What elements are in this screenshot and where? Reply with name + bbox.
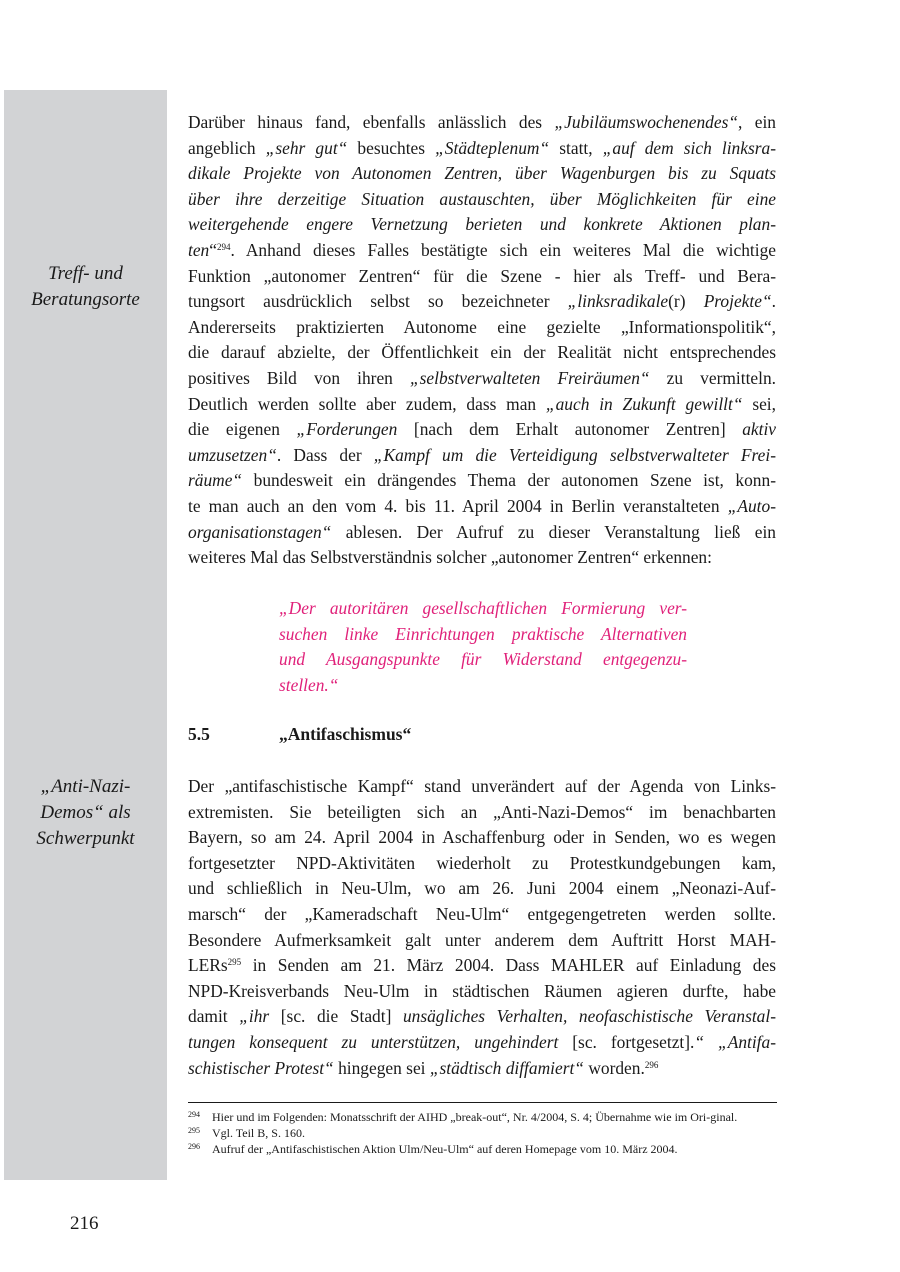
- footnote-ref: 294: [216, 241, 231, 252]
- quote-line: „Der autoritären gesellschaftlichen Formierung ver-: [279, 598, 687, 618]
- text-line: [188, 110, 776, 136]
- margin-note-line: Beratungsorte: [31, 289, 140, 310]
- text-run: [nach dem Erhalt autonomer Zentren]: [397, 419, 743, 440]
- text-run: statt,: [549, 137, 603, 158]
- text-run: NPD-Kreisverbands Neu-Ulm in städtischen Räumen agieren durfte, habe: [188, 980, 776, 1001]
- text-line: [188, 876, 776, 902]
- text-line: [188, 289, 776, 315]
- text-line: [188, 800, 776, 826]
- text-run: bundesweit ein drängendes Thema der autonomen Szene ist, konn-: [242, 470, 776, 491]
- text-run: „auch in Zukunft gewillt“: [545, 393, 743, 414]
- text-run: und schließlich in Neu-Ulm, wo am 26. Juni 2004 einem „Neonazi-Auf-: [188, 878, 776, 899]
- margin-note-line: „Anti-Nazi-: [40, 776, 131, 797]
- text-run: aktiv: [742, 419, 777, 440]
- footnote-text: Vgl. Teil B, S. 160.: [212, 1126, 305, 1140]
- text-run: „Jubiläumswochenendes“: [554, 112, 739, 132]
- text-run: in Senden am 21. März 2004. Dass MAHLER auf Einladung des: [241, 955, 776, 976]
- paragraph-antifascism: [188, 774, 776, 1081]
- text-line: [188, 366, 776, 392]
- text-run: “ „Antifa-: [694, 1031, 776, 1052]
- text-run: . Dass der: [276, 444, 374, 465]
- text-run: fortgesetzter NPD-Aktivitäten wiederholt zu Protestkundgebungen kam,: [188, 852, 776, 873]
- text-run: „ihr: [239, 1006, 270, 1027]
- text-run: (r): [668, 291, 704, 312]
- text-line: [188, 212, 776, 238]
- footnote-ref: 295: [227, 957, 242, 968]
- text-line: [188, 187, 776, 213]
- text-run: „Forderungen: [296, 419, 398, 440]
- text-line: [188, 238, 776, 264]
- text-run: positives Bild von ihren: [188, 367, 410, 388]
- text-run: tungsort ausdrücklich selbst so bezeichneter: [188, 291, 568, 312]
- footnote-number: 296: [188, 1142, 200, 1151]
- footnote: [188, 1109, 776, 1125]
- text-line: [188, 902, 776, 928]
- text-run: „sehr gut“: [265, 137, 348, 158]
- text-line: [188, 417, 776, 443]
- section-title: „Antifaschismus“: [279, 724, 412, 744]
- text-run: Bayern, so am 24. April 2004 in Aschaffenburg oder in Senden, wo es wegen: [188, 827, 776, 848]
- text-run: besuchtes: [347, 137, 436, 158]
- quote-line: und Ausgangspunkte für Widerstand entgegenzu-: [279, 649, 687, 670]
- margin-note-line: Treff- und: [48, 263, 123, 284]
- text-run: , ein: [738, 112, 776, 132]
- text-run: marsch“ der „Kameradschaft Neu-Ulm“ entgegengetreten werden sollte.: [188, 903, 776, 924]
- text-run: „selbstverwalteten Freiräumen“: [409, 367, 650, 388]
- text-line: [188, 979, 776, 1005]
- text-run: [sc. fortgesetzt].: [558, 1031, 695, 1052]
- footnote-number: 294: [188, 1110, 200, 1119]
- quote-line: stellen.“: [279, 674, 339, 695]
- text-line: [188, 1004, 776, 1030]
- text-run: „auf dem sich linksra-: [602, 137, 776, 158]
- text-line: [188, 545, 776, 571]
- footnote-rule: [188, 1102, 777, 1103]
- text-line: [188, 928, 776, 954]
- text-run: organisationstagen“: [188, 521, 332, 542]
- text-run: weiteres Mal das Selbstverständnis solcher „autonomer Zentren“ erkennen:: [188, 547, 712, 568]
- text-run: Projekte“: [703, 291, 772, 312]
- text-run: .: [771, 291, 776, 312]
- text-run: „linksradikale: [567, 291, 669, 312]
- text-run: tungen konsequent zu unterstützen, ungehindert: [188, 1031, 559, 1052]
- text-line: [188, 520, 776, 546]
- text-run: sei,: [742, 393, 776, 414]
- text-line: [188, 315, 776, 341]
- text-line: [188, 392, 776, 418]
- section-number: 5.5: [188, 724, 210, 744]
- text-run: LERs: [188, 955, 228, 976]
- text-line: [188, 494, 776, 520]
- text-run: Funktion „autonomer Zentren“ für die Szene - hier als Treff- und Bera-: [188, 265, 776, 286]
- text-run: ten: [188, 239, 210, 260]
- text-run: Besondere Aufmerksamkeit galt unter anderem dem Auftritt Horst MAH-: [188, 929, 776, 950]
- text-run: [sc. die Stadt]: [269, 1006, 403, 1027]
- footnote-text: Aufruf der „Antifaschistischen Aktion Ulm/Neu-Ulm“ auf deren Homepage vom 10. März 2004.: [212, 1142, 678, 1156]
- footnote-text: Hier und im Folgenden: Monatsschrift der AIHD „break-out“, Nr. 4/2004, S. 4; Übernahme wie im Ori-ginal.: [212, 1110, 738, 1124]
- text-run: „Städteplenum“: [435, 137, 550, 158]
- margin-note-line: Demos“ als: [40, 802, 131, 823]
- text-line: [188, 340, 776, 366]
- margin-sidebar: [4, 90, 167, 1180]
- text-run: hingegen sei: [333, 1057, 430, 1078]
- text-run: Darüber hinaus fand, ebenfalls anlässlich des: [188, 112, 555, 132]
- text-run: angeblich: [188, 137, 266, 158]
- footnotes: [188, 1109, 776, 1157]
- text-run: weitergehende engere Vernetzung berieten und konkrete Aktionen plan-: [188, 214, 776, 235]
- text-line: [188, 468, 776, 494]
- text-run: extremisten. Sie beteiligten sich an „Anti-Nazi-Demos“ im benachbarten: [188, 801, 776, 822]
- text-run: „Kampf um die Verteidigung selbstverwalteter Frei-: [373, 444, 776, 465]
- text-line: [188, 161, 776, 187]
- text-run: . Anhand dieses Falles bestätigte sich ein weiteres Mal die wichtige: [230, 239, 776, 260]
- text-run: „städtisch diffamiert“: [429, 1057, 584, 1078]
- text-run: „Auto-: [727, 495, 776, 516]
- footnote-ref: 296: [644, 1059, 659, 1070]
- margin-note-anti-nazi: [4, 774, 167, 852]
- block-quote: [279, 596, 687, 698]
- text-run: Der „antifaschistische Kampf“ stand unverändert auf der Agenda von Links-: [188, 776, 776, 796]
- text-line: [188, 264, 776, 290]
- text-line: [188, 953, 776, 979]
- quote-line: suchen linke Einrichtungen praktische Alternativen: [279, 623, 687, 644]
- page-number: 216: [70, 1213, 99, 1234]
- text-run: ablesen. Der Aufruf zu dieser Veranstaltung ließ ein: [331, 521, 776, 542]
- text-run: damit: [188, 1006, 240, 1027]
- text-line: [188, 774, 776, 800]
- text-run: umzusetzen“: [188, 444, 277, 465]
- text-run: worden.: [583, 1057, 645, 1078]
- text-run: räume“: [188, 470, 243, 491]
- text-run: dikale Projekte von Autonomen Zentren, über Wagenburgen bis zu Squats: [188, 163, 776, 184]
- margin-note-treff: [4, 261, 167, 313]
- text-run: unsägliches Verhalten, neofaschistische Veranstal-: [402, 1006, 776, 1027]
- text-run: die eigenen: [188, 419, 297, 440]
- footnote-number: 295: [188, 1126, 200, 1135]
- margin-note-line: Schwerpunkt: [36, 828, 135, 849]
- text-run: schistischer Protest“: [188, 1057, 334, 1078]
- text-line: [188, 1056, 776, 1082]
- text-line: [188, 136, 776, 162]
- text-line: [188, 825, 776, 851]
- footnote: [188, 1125, 776, 1141]
- text-run: Andererseits praktizierten Autonome eine gezielte „Informationspolitik“,: [188, 316, 776, 337]
- text-line: [188, 1030, 776, 1056]
- paragraph-autonomous-centers: [188, 110, 776, 571]
- text-run: zu vermitteln.: [649, 367, 776, 388]
- text-line: [188, 851, 776, 877]
- text-run: die darauf abzielte, der Öffentlichkeit ein der Realität nicht entsprechendes: [188, 342, 776, 363]
- text-run: über ihre derzeitige Situation austauschten, über Möglichkeiten für eine: [188, 188, 776, 209]
- text-run: te man auch an den vom 4. bis 11. April 2004 in Berlin veranstalteten: [188, 495, 728, 516]
- text-line: [188, 443, 776, 469]
- footnote: [188, 1141, 776, 1157]
- text-run: “: [209, 239, 217, 260]
- text-run: Deutlich werden sollte aber zudem, dass man: [188, 393, 546, 414]
